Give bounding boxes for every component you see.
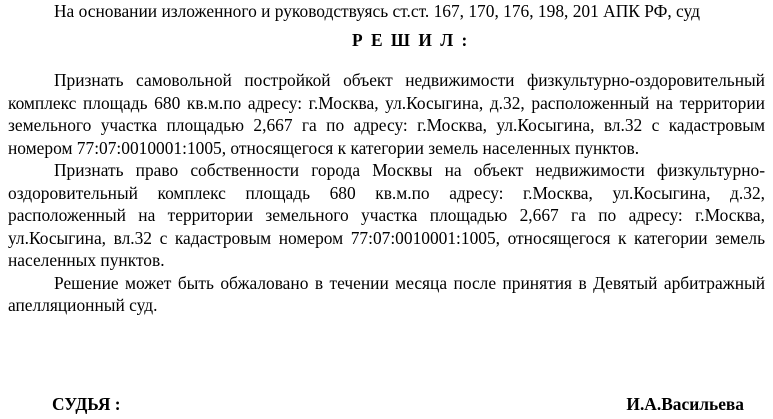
judge-label: СУДЬЯ : (52, 394, 121, 414)
ruling-paragraph-2: Признать право собственности города Москвы на объект недвижимости физкультурно-оздоровительный комплекс площадь 680 кв.м.по адресу: г.Москва, ул.Косыгина, д.32, расположенный на территории земельного участка площадью 2,667 га по адресу: г.Москва, ул.Косыгина, вл.32 с кадастровым номером 77:07:0010001:1005, относящегося к категории земель населенных пунктов. (8, 160, 765, 270)
court-decision-text (8, 0, 765, 317)
spacer (8, 51, 765, 69)
appeal-paragraph: Решение может быть обжаловано в течении месяца после принятия в Девятый арбитражный апелляционный суд. (8, 272, 765, 315)
ruling-paragraph-1: Признать самовольной постройкой объект недвижимости физкультурно-оздоровительный комплекс площадь 680 кв.м.по адресу: г.Москва, ул.Косыгина, д.32, расположенный на территории земельного участка площадью 2,667 га по адресу: г.Москва, ул.Косыгина, вл.32 с кадастровым номером 77:07:0010001:1005, относящегося к категории земель населенных пунктов. (8, 70, 765, 158)
decision-heading: Р Е Ш И Л : (352, 29, 470, 50)
intro-paragraph: На основании изложенного и руководствуясь ст.ст. 167, 170, 176, 198, 201 АПК РФ, суд (54, 1, 700, 21)
judge-name: И.А.Васильева (626, 394, 744, 414)
signature-block (52, 393, 744, 416)
